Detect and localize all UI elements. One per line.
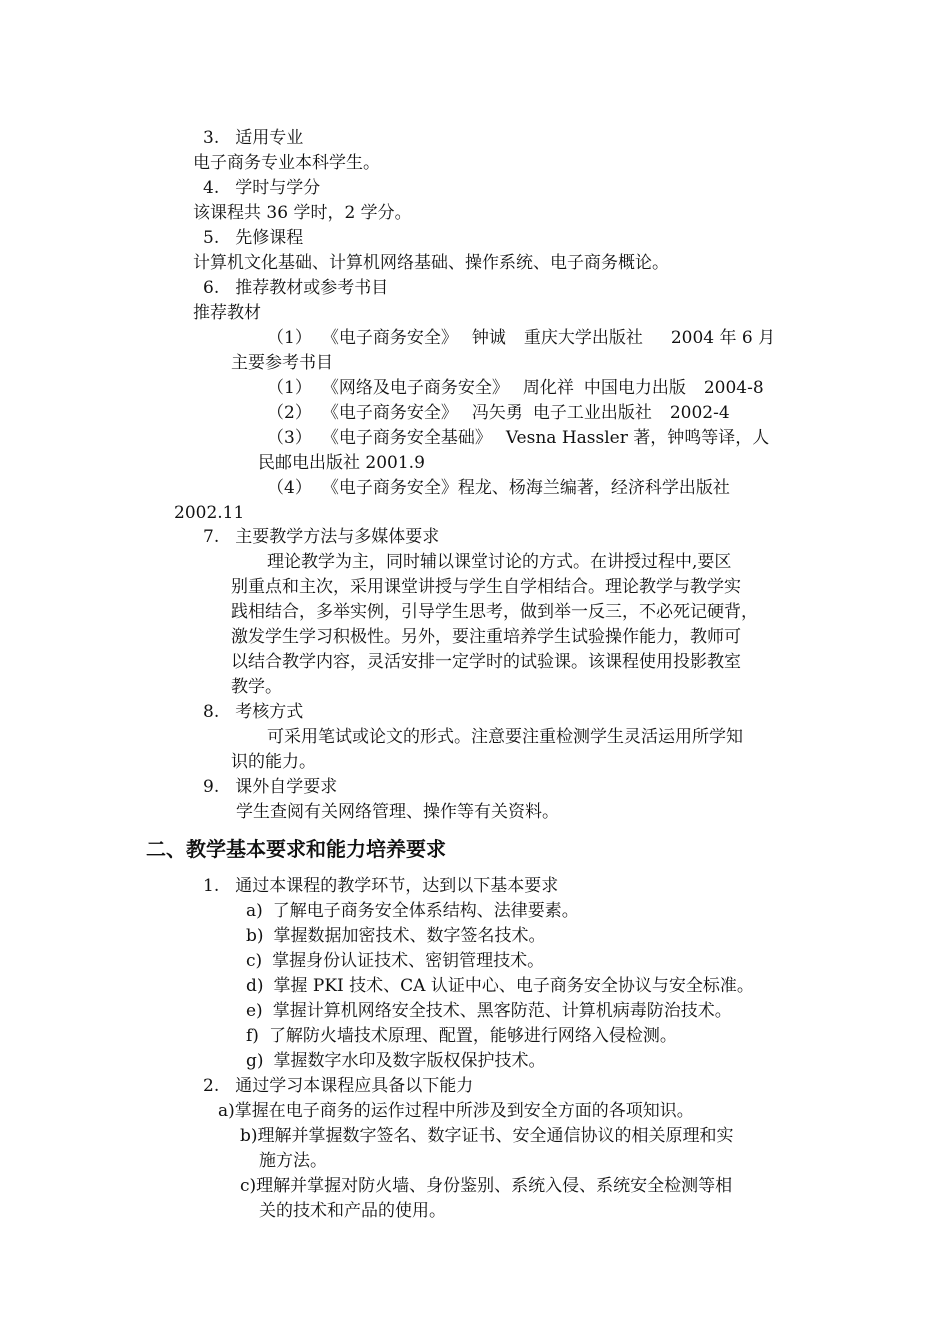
- book-title: 《网络及电子商务安全》: [321, 378, 509, 398]
- item-9-text: 学生查阅有关网络管理、操作等有关资料。: [236, 802, 559, 822]
- item-3-heading: [203, 126, 303, 150]
- item-text: 掌握计算机网络安全技术、黑客防范、计算机病毒防治技术。: [272, 1001, 732, 1021]
- item-number: 6.: [203, 278, 220, 298]
- requirement-item: [246, 974, 754, 998]
- item-text: 掌握数据加密技术、数字签名技术。: [273, 926, 546, 946]
- item-title: 适用专业: [235, 128, 304, 148]
- requirements-heading: [203, 874, 558, 898]
- refs-label: 主要参考书目: [231, 353, 333, 373]
- item-marker: g): [246, 1051, 264, 1071]
- item-marker: b): [246, 926, 264, 946]
- item-7-paragraph-line: 教学。: [231, 677, 282, 697]
- item-marker: c): [246, 951, 263, 971]
- entry-number: （2）: [267, 403, 312, 423]
- ability-item-a: a)掌握在电子商务的运作过程中所涉及到安全方面的各项知识。: [218, 1101, 694, 1121]
- item-marker: d): [246, 976, 264, 996]
- item-number: 4.: [203, 178, 220, 198]
- item-number: 8.: [203, 702, 220, 722]
- item-title: 通过学习本课程应具备以下能力: [235, 1076, 474, 1096]
- item-title: 考核方式: [235, 702, 304, 722]
- book-publisher: 重庆大学出版社: [523, 328, 643, 348]
- item-5-text: 计算机文化基础、计算机网络基础、操作系统、电子商务概论。: [193, 253, 669, 273]
- item-7-paragraph-line: 以结合教学内容，灵活安排一定学时的试验课。该课程使用投影教室: [231, 652, 741, 672]
- item-9-heading: [203, 775, 337, 799]
- book-date: 2002-4: [669, 403, 730, 423]
- item-8-paragraph-line: 识的能力。: [231, 752, 316, 772]
- item-number: 1.: [203, 876, 220, 896]
- item-text: 掌握 PKI 技术、CA 认证中心、电子商务安全协议与安全标准。: [273, 976, 754, 996]
- item-marker: a): [246, 901, 263, 921]
- requirement-item: [246, 1049, 546, 1073]
- book-publisher: 电子工业出版社: [532, 403, 652, 423]
- item-7-paragraph-line: 理论教学为主，同时辅以课堂讨论的方式。在讲授过程中,要区: [267, 552, 732, 572]
- entry-number: （1）: [267, 378, 312, 398]
- book-details: Vesna Hassler 著，钟鸣等译，人: [505, 428, 770, 448]
- textbook-entry: [267, 326, 775, 350]
- item-7-paragraph-line: 践相结合，多举实例，引导学生思考，做到举一反三，不必死记硬背，: [231, 602, 758, 622]
- item-number: 7.: [203, 527, 220, 547]
- entry-number: （3）: [267, 428, 312, 448]
- entry-number: （4）: [267, 478, 312, 498]
- ability-item-c-continued: 关的技术和产品的使用。: [259, 1201, 446, 1221]
- item-5-heading: [203, 226, 303, 250]
- item-4-text: 该课程共 36 学时，2 学分。: [193, 203, 412, 223]
- entry-number: （1）: [267, 328, 312, 348]
- ability-item-c: c)理解并掌握对防火墙、身份鉴别、系统入侵、系统安全检测等相: [240, 1176, 733, 1196]
- item-number: 9.: [203, 777, 220, 797]
- abilities-heading: [203, 1074, 473, 1098]
- item-title: 学时与学分: [235, 178, 321, 198]
- book-title: 《电子商务安全》: [321, 478, 458, 498]
- item-3-text: 电子商务专业本科学生。: [193, 153, 380, 173]
- ref-entry-3-continued: 民邮电出版社 2001.9: [258, 453, 425, 473]
- book-date: 2004 年 6 月: [670, 328, 776, 348]
- book-title: 《电子商务安全》: [321, 403, 458, 423]
- item-text: 了解电子商务安全体系结构、法律要素。: [272, 901, 579, 921]
- requirement-item: [246, 949, 544, 973]
- item-text: 掌握数字水印及数字版权保护技术。: [273, 1051, 546, 1071]
- item-number: 2.: [203, 1076, 220, 1096]
- requirement-item: [246, 924, 546, 948]
- item-number: 5.: [203, 228, 220, 248]
- item-marker: f): [246, 1026, 259, 1046]
- section-heading: 二、教学基本要求和能力培养要求: [146, 837, 446, 861]
- book-publisher: 中国电力出版: [583, 378, 686, 398]
- item-8-heading: [203, 700, 303, 724]
- item-8-paragraph-line: 可采用笔试或论文的形式。注意要注重检测学生灵活运用所学知: [267, 727, 743, 747]
- ref-entry-4-continued: 2002.11: [174, 503, 245, 523]
- book-author: 钟诚: [471, 328, 506, 348]
- requirement-item: [246, 899, 579, 923]
- book-author: 周化祥: [522, 378, 574, 398]
- item-text: 掌握身份认证技术、密钥管理技术。: [272, 951, 545, 971]
- item-7-heading: [203, 525, 439, 549]
- item-7-paragraph-line: 激发学生学习积极性。另外，要注重培养学生试验操作能力，教师可: [231, 627, 741, 647]
- book-title: 《电子商务安全》: [321, 328, 458, 348]
- ability-item-b: b)理解并掌握数字签名、数字证书、安全通信协议的相关原理和实: [240, 1126, 734, 1146]
- item-6-heading: [203, 276, 388, 300]
- item-7-paragraph-line: 别重点和主次，采用课堂讲授与学生自学相结合。理论教学与教学实: [231, 577, 741, 597]
- book-date: 2004-8: [703, 378, 764, 398]
- item-4-heading: [203, 176, 320, 200]
- item-number: 3.: [203, 128, 220, 148]
- ref-entry-2: [267, 401, 730, 425]
- item-title: 通过本课程的教学环节，达到以下基本要求: [235, 876, 559, 896]
- item-marker: e): [246, 1001, 263, 1021]
- requirement-item: [246, 1024, 677, 1048]
- ref-entry-3: [267, 426, 769, 450]
- item-title: 主要教学方法与多媒体要求: [235, 527, 440, 547]
- requirement-item: [246, 999, 732, 1023]
- ref-entry-4: [267, 476, 730, 500]
- ref-entry-1: [267, 376, 764, 400]
- book-details: 程龙、杨海兰编著，经济科学出版社: [457, 478, 730, 498]
- item-text: 了解防火墙技术原理、配置，能够进行网络入侵检测。: [268, 1026, 677, 1046]
- item-title: 先修课程: [235, 228, 304, 248]
- ability-item-b-continued: 施方法。: [259, 1151, 327, 1171]
- book-title: 《电子商务安全基础》: [321, 428, 492, 448]
- item-title: 推荐教材或参考书目: [235, 278, 389, 298]
- textbook-label: 推荐教材: [193, 303, 261, 323]
- item-title: 课外自学要求: [235, 777, 338, 797]
- book-author: 冯矢勇: [471, 403, 523, 423]
